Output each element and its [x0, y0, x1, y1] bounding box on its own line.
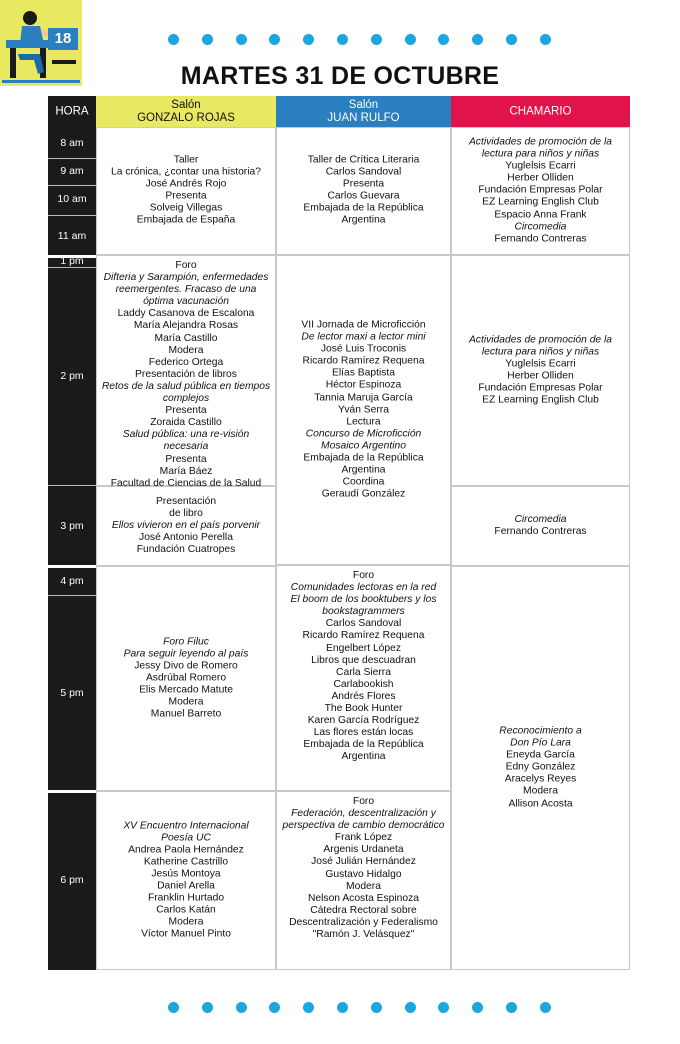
session-line: Coordina	[342, 476, 385, 488]
session-line: Modera	[168, 696, 204, 708]
session-cell	[96, 255, 276, 489]
decorative-dot	[202, 34, 213, 45]
session-line: óptima vacunación	[143, 296, 229, 308]
session-cell	[96, 486, 276, 566]
decorative-dot	[371, 1002, 382, 1013]
session-line: Fundación Empresas Polar	[478, 184, 603, 196]
session-line: María Báez	[159, 465, 213, 477]
top-dot-row	[168, 34, 548, 46]
session-line: Modera	[346, 880, 381, 892]
session-line: Presenta	[165, 453, 207, 465]
session-line: Retos de la salud pública en tiempos	[101, 380, 271, 392]
session-line: XV Encuentro Internacional	[123, 820, 249, 832]
session-line: Taller	[173, 154, 199, 166]
session-cell	[276, 127, 451, 255]
session-line: Fundación Cuatropes	[136, 544, 236, 556]
session-line: La crónica, ¿contar una historia?	[111, 166, 261, 178]
header-salon-gonzalo-rojas: Salón GONZALO ROJAS	[96, 96, 276, 127]
session-line: Fernando Contreras	[494, 526, 587, 537]
session-line: Jessy Divo de Romero	[134, 660, 238, 672]
decorative-dot	[405, 34, 416, 45]
session-line: Aracelys Reyes	[504, 774, 577, 786]
decorative-dot	[168, 34, 179, 45]
session-line: lectura para niños y niñas	[481, 148, 600, 160]
session-line: De lector maxi a lector mini	[301, 331, 426, 343]
session-line: Lectura	[346, 416, 381, 428]
session-line: Manuel Barreto	[150, 708, 222, 720]
session-line: Descentralización y Federalismo	[289, 916, 438, 928]
session-line: Concurso de Microficción	[305, 428, 422, 440]
session-line: Modera	[168, 344, 204, 356]
session-line: Frank López	[334, 832, 393, 844]
session-line: José Antonio Perella	[139, 532, 233, 544]
session-line: Fernando Contreras	[494, 233, 587, 245]
session-line: Foro	[352, 796, 375, 807]
session-line: Modera	[168, 916, 204, 928]
session-cell	[451, 127, 630, 255]
session-line: Yván Serra	[338, 403, 389, 415]
session-line: Don Pío Lara	[510, 737, 571, 749]
time-label: 2 pm	[60, 370, 84, 382]
header-salon-juan-rulfo: Salón JUAN RULFO	[276, 96, 451, 127]
session-line: María Castillo	[154, 332, 218, 344]
session-line: Yuglelsis Ecarri	[505, 358, 576, 370]
session-line: Solveig Villegas	[149, 203, 223, 215]
session-line: Karen García Rodríguez	[307, 715, 420, 727]
session-line: Comunidades lectoras en la red	[290, 582, 437, 594]
session-line: Difteria y Sarampión, enfermedades	[103, 272, 269, 284]
session-cell	[96, 127, 276, 255]
session-line: Carla Sierra	[336, 666, 391, 678]
session-line: Taller de Crítica Literaria	[307, 154, 420, 166]
session-line: Actividades de promoción de la	[468, 334, 613, 346]
session-line: Embajada de la República	[303, 739, 424, 751]
decorative-dot	[236, 1002, 247, 1013]
header-chamario: CHAMARIO	[451, 96, 630, 127]
session-line: The Book Hunter	[324, 703, 403, 715]
session-line: bookstagrammers	[322, 606, 405, 618]
session-cell	[96, 566, 276, 791]
session-line: Federico Ortega	[148, 356, 224, 368]
session-line: Tannia Maruja García	[314, 391, 413, 403]
session-line: Facultad de Ciencias de la Salud	[110, 477, 262, 489]
session-line: Daniel Arella	[157, 880, 215, 892]
decorative-dot	[269, 1002, 280, 1013]
session-line: Laddy Casanova de Escalona	[117, 308, 255, 320]
decorative-dot	[269, 34, 280, 45]
time-label: 4 pm	[60, 575, 84, 587]
session-line: Argentina	[341, 464, 386, 476]
time-label: 5 pm	[60, 687, 84, 699]
session-line: EZ Learning English Club	[482, 197, 599, 209]
page-title: MARTES 31 DE OCTUBRE	[180, 62, 500, 90]
session-line: Yuglelsis Ecarri	[505, 160, 576, 172]
session-line: Actividades de promoción de la	[468, 136, 613, 148]
session-cell	[276, 255, 451, 565]
session-cell	[451, 255, 630, 486]
session-line: Jesús Montoya	[151, 868, 221, 880]
session-line: El boom de los booktubers y los	[290, 594, 437, 606]
session-line: Asdrúbal Romero	[145, 672, 227, 684]
time-label: 9 am	[60, 165, 84, 177]
session-line: Gustavo Hidalgo	[325, 868, 402, 880]
decorative-dot	[303, 34, 314, 45]
session-cell	[451, 486, 630, 566]
session-line: Ellos vivieron en el país porvenir	[111, 519, 261, 531]
session-line: perspectiva de cambio democrático	[282, 820, 445, 832]
session-line: Cátedra Rectoral sobre	[310, 904, 417, 916]
time-label: 1 pm	[60, 255, 84, 267]
session-line: Ricardo Ramírez Requena	[302, 630, 425, 642]
time-label: 3 pm	[60, 520, 84, 532]
session-line: Presenta	[165, 405, 207, 417]
session-line: Zoraida Castillo	[150, 417, 222, 429]
session-line: VII Jornada de Microficción	[301, 319, 426, 331]
time-label: 10 am	[57, 193, 87, 205]
session-line: Carlabookish	[333, 678, 394, 690]
session-line: Argentina	[341, 751, 386, 763]
session-line: Carlos Sandoval	[325, 166, 402, 178]
session-line: Embajada de España	[136, 215, 236, 227]
session-line: Eneyda García	[506, 749, 575, 761]
session-line: Salud pública: una re-visión	[122, 429, 250, 441]
session-line: Modera	[523, 786, 558, 798]
decorative-dot	[438, 34, 449, 45]
session-line: Mosaico Argentino	[321, 440, 406, 452]
session-line: José Luis Troconis	[320, 343, 407, 355]
page-number: 18	[48, 28, 78, 50]
session-line: Allison Acosta	[508, 798, 573, 810]
session-line: Carlos Sandoval	[325, 618, 402, 630]
decorative-dot	[438, 1002, 449, 1013]
session-line: Nelson Acosta Espinoza	[307, 892, 420, 904]
session-line: Embajada de la República	[303, 203, 424, 215]
session-line: Katherine Castrillo	[143, 856, 229, 868]
session-line: Elías Baptista	[332, 367, 395, 379]
session-line: Edny González	[505, 761, 576, 773]
session-line: Foro	[352, 570, 375, 581]
session-line: Franklin Hurtado	[147, 892, 225, 904]
session-line: Héctor Espinoza	[325, 379, 402, 391]
session-line: reemergentes. Fracaso de una	[115, 284, 257, 296]
decorative-dot	[405, 1002, 416, 1013]
schedule-table	[48, 96, 630, 970]
session-cell	[276, 791, 451, 970]
decorative-dot	[371, 34, 382, 45]
decorative-dot	[303, 1002, 314, 1013]
session-line: Andrea Paola Hernández	[128, 844, 244, 856]
session-cell	[276, 565, 451, 791]
session-line: Reconocimiento a	[499, 725, 582, 737]
session-line: necesaria	[163, 441, 209, 453]
session-line: José Julián Hernández	[311, 856, 416, 868]
header-hora: HORA	[48, 96, 96, 127]
session-line: Víctor Manuel Pinto	[141, 928, 231, 940]
session-line: Argenis Urdaneta	[323, 844, 404, 856]
time-label: 8 am	[60, 137, 84, 149]
session-line: Embajada de la República	[303, 452, 424, 464]
session-line: Carlos Katán	[156, 904, 216, 916]
session-line: Carlos Guevara	[327, 191, 400, 202]
session-line: Foro	[175, 260, 197, 271]
session-line: Presentación	[155, 495, 217, 507]
decorative-dot	[506, 1002, 517, 1013]
session-line: Engelbert López	[326, 642, 401, 654]
session-line: Presenta	[165, 191, 207, 202]
decorative-dot	[236, 34, 247, 45]
session-line: José Andrés Rojo	[145, 178, 227, 190]
session-line: Federación, descentralización y	[291, 808, 436, 820]
session-line: Para seguir leyendo al país	[123, 648, 249, 660]
session-line: de libro	[169, 507, 203, 519]
time-label: 6 pm	[60, 874, 84, 886]
session-line: Presentación de libros	[135, 368, 237, 380]
bottom-dot-row	[168, 1002, 548, 1014]
time-column	[48, 127, 96, 970]
decorative-dot	[168, 1002, 179, 1013]
decorative-dot	[540, 34, 551, 45]
session-line: Libros que descuadran	[311, 654, 416, 666]
session-line: Ricardo Ramírez Requena	[302, 355, 425, 367]
session-line: Elis Mercado Matute	[139, 684, 233, 696]
session-line: Presenta	[342, 178, 385, 190]
session-cell	[451, 566, 630, 970]
session-line: Poesía UC	[161, 832, 211, 844]
session-line: Geraudí González	[321, 488, 406, 500]
decorative-dot	[540, 1002, 551, 1013]
session-line: lectura para niños y niñas	[481, 346, 600, 358]
time-label: 11 am	[57, 230, 87, 242]
session-line: Andrés Flores	[331, 690, 396, 702]
session-line: Las flores están locas	[313, 727, 414, 739]
session-line: EZ Learning English Club	[482, 394, 599, 406]
session-line: Circomedia	[514, 513, 567, 525]
decorative-dot	[337, 1002, 348, 1013]
session-cell	[96, 791, 276, 970]
decorative-dot	[202, 1002, 213, 1013]
decorative-dot	[472, 1002, 483, 1013]
session-line: Herber Olliden	[507, 370, 574, 382]
session-line: Foro Filuc	[163, 636, 209, 648]
session-line: Herber Olliden	[507, 172, 574, 184]
session-line: Circomedia	[514, 221, 567, 233]
decorative-dot	[337, 34, 348, 45]
session-line: Espacio Anna Frank	[494, 209, 587, 221]
session-line: Argentina	[341, 215, 386, 227]
session-line: "Ramón J. Velásquez"	[312, 929, 415, 941]
decorative-dot	[472, 34, 483, 45]
session-line: complejos	[162, 393, 210, 405]
session-line: Fundación Empresas Polar	[478, 382, 603, 394]
session-line: María Alejandra Rosas	[133, 320, 239, 332]
decorative-dot	[506, 34, 517, 45]
